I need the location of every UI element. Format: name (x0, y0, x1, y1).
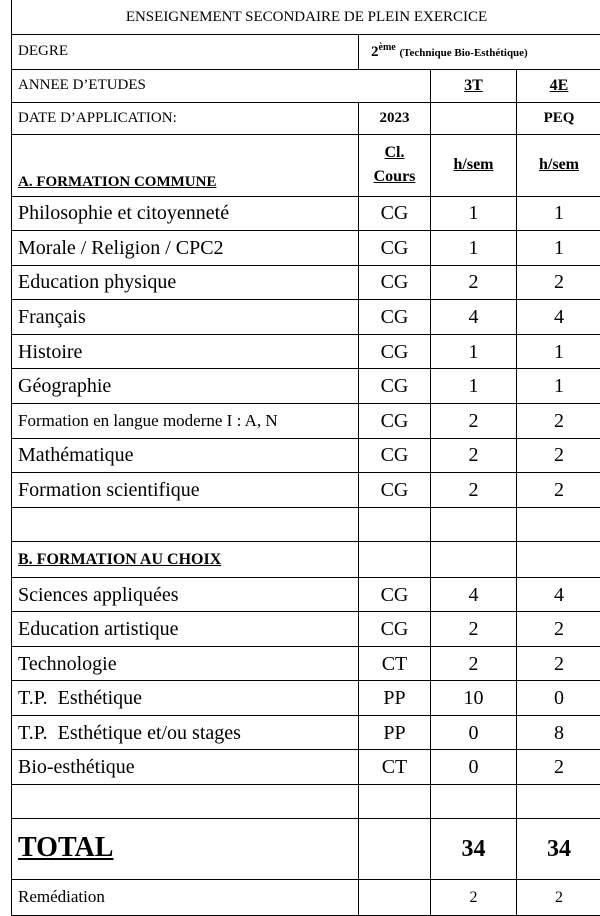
course-name: Sciences appliquées (12, 577, 359, 612)
course-name: Français (12, 300, 359, 335)
table-row (12, 612, 600, 647)
date-col4: PEQ (517, 102, 600, 134)
date-row (12, 102, 600, 134)
table-row (12, 196, 600, 231)
course-name: Formation en langue moderne I : A, N (12, 404, 359, 439)
degre-sup: ème (379, 42, 396, 53)
hours-3t: 2 (431, 473, 517, 508)
spacer-row (12, 784, 600, 818)
section-b-header (12, 541, 600, 577)
degre-label: DEGRE (12, 34, 359, 69)
course-class: CG (359, 300, 431, 335)
hours-3t: 2 (431, 646, 517, 681)
remediation-4e: 2 (517, 879, 600, 915)
course-name: Morale / Religion / CPC2 (12, 231, 359, 266)
course-class: CG (359, 438, 431, 473)
course-name: Histoire (12, 334, 359, 369)
section-a-header (12, 134, 600, 196)
course-name: T.P. Esthétique (12, 681, 359, 716)
hours-4e: 1 (517, 196, 600, 231)
annee-4: 4E (517, 69, 600, 102)
degre-row (12, 34, 600, 69)
hours-4e: 4 (517, 300, 600, 335)
hours-3t: 0 (431, 715, 517, 750)
date-value: 2023 (359, 102, 431, 134)
remediation-row (12, 879, 600, 915)
hours-4e: 2 (517, 473, 600, 508)
hours-3t: 0 (431, 750, 517, 785)
total-row (12, 818, 600, 879)
hours-3t: 2 (431, 404, 517, 439)
hours-4e: 1 (517, 369, 600, 404)
degre-detail: (Technique Bio-Esthétique) (399, 47, 527, 59)
total-4e: 34 (517, 818, 600, 879)
cl-line2: Cours (359, 168, 430, 186)
table-row (12, 715, 600, 750)
course-class: CG (359, 577, 431, 612)
section-b-title: B. FORMATION AU CHOIX (12, 541, 359, 577)
hours-3t: 2 (431, 438, 517, 473)
annee-row (12, 69, 600, 102)
hours-3t: 10 (431, 681, 517, 716)
total-3t: 34 (431, 818, 517, 879)
cl-cours-header (359, 134, 431, 196)
course-class: CG (359, 196, 431, 231)
hours-4e: 0 (517, 681, 600, 716)
course-class: CG (359, 369, 431, 404)
page-title: ENSEIGNEMENT SECONDAIRE DE PLEIN EXERCICE (12, 0, 600, 34)
hours-4e: 8 (517, 715, 600, 750)
table-row (12, 681, 600, 716)
remediation-3t: 2 (431, 879, 517, 915)
degre-value (359, 34, 600, 69)
spacer-row (12, 507, 600, 541)
hours-3t: 1 (431, 369, 517, 404)
hours-3t: 4 (431, 577, 517, 612)
table-row (12, 750, 600, 785)
table-row (12, 265, 600, 300)
total-label: TOTAL (12, 818, 359, 879)
table-row (12, 646, 600, 681)
table-row (12, 473, 600, 508)
hours-3t: 1 (431, 334, 517, 369)
hours-4e: 2 (517, 750, 600, 785)
course-class: CG (359, 265, 431, 300)
hours-4e: 4 (517, 577, 600, 612)
degre-num: 2 (371, 44, 379, 60)
course-class: CT (359, 750, 431, 785)
table-row (12, 577, 600, 612)
annee-label: ANNEE D’ETUDES (12, 69, 431, 102)
schedule-table (11, 0, 600, 916)
annee-3: 3T (431, 69, 517, 102)
course-name: Education physique (12, 265, 359, 300)
table-row (12, 334, 600, 369)
hours-3t: 4 (431, 300, 517, 335)
table-row (12, 438, 600, 473)
course-class: CG (359, 404, 431, 439)
course-class: CG (359, 231, 431, 266)
hours-3t: 2 (431, 612, 517, 647)
course-class: CT (359, 646, 431, 681)
hours-4e: 2 (517, 646, 600, 681)
hours-4e: 1 (517, 334, 600, 369)
hours-3t: 1 (431, 231, 517, 266)
course-name: Philosophie et citoyenneté (12, 196, 359, 231)
hours-3t: 2 (431, 265, 517, 300)
remediation-label: Remédiation (12, 879, 359, 915)
table-row (12, 300, 600, 335)
hours-4e: 1 (517, 231, 600, 266)
date-empty (431, 102, 517, 134)
cl-line1: Cl. (359, 144, 430, 162)
course-name: Education artistique (12, 612, 359, 647)
title-row (12, 0, 600, 34)
course-class: CG (359, 612, 431, 647)
hours-4e: 2 (517, 404, 600, 439)
course-name: Mathématique (12, 438, 359, 473)
table-row (12, 369, 600, 404)
course-class: PP (359, 715, 431, 750)
course-name: Géographie (12, 369, 359, 404)
date-label: DATE D’APPLICATION: (12, 102, 359, 134)
course-name: Formation scientifique (12, 473, 359, 508)
hours-3t: 1 (431, 196, 517, 231)
course-name: Technologie (12, 646, 359, 681)
course-class: PP (359, 681, 431, 716)
hours-4e: 2 (517, 612, 600, 647)
course-class: CG (359, 334, 431, 369)
hours-4e: 2 (517, 265, 600, 300)
course-name: T.P. Esthétique et/ou stages (12, 715, 359, 750)
course-name: Bio-esthétique (12, 750, 359, 785)
course-class: CG (359, 473, 431, 508)
h-sem-4: h/sem (517, 134, 600, 196)
hours-4e: 2 (517, 438, 600, 473)
h-sem-3: h/sem (431, 134, 517, 196)
table-row (12, 231, 600, 266)
section-a-title: A. FORMATION COMMUNE (12, 134, 359, 196)
table-row (12, 404, 600, 439)
